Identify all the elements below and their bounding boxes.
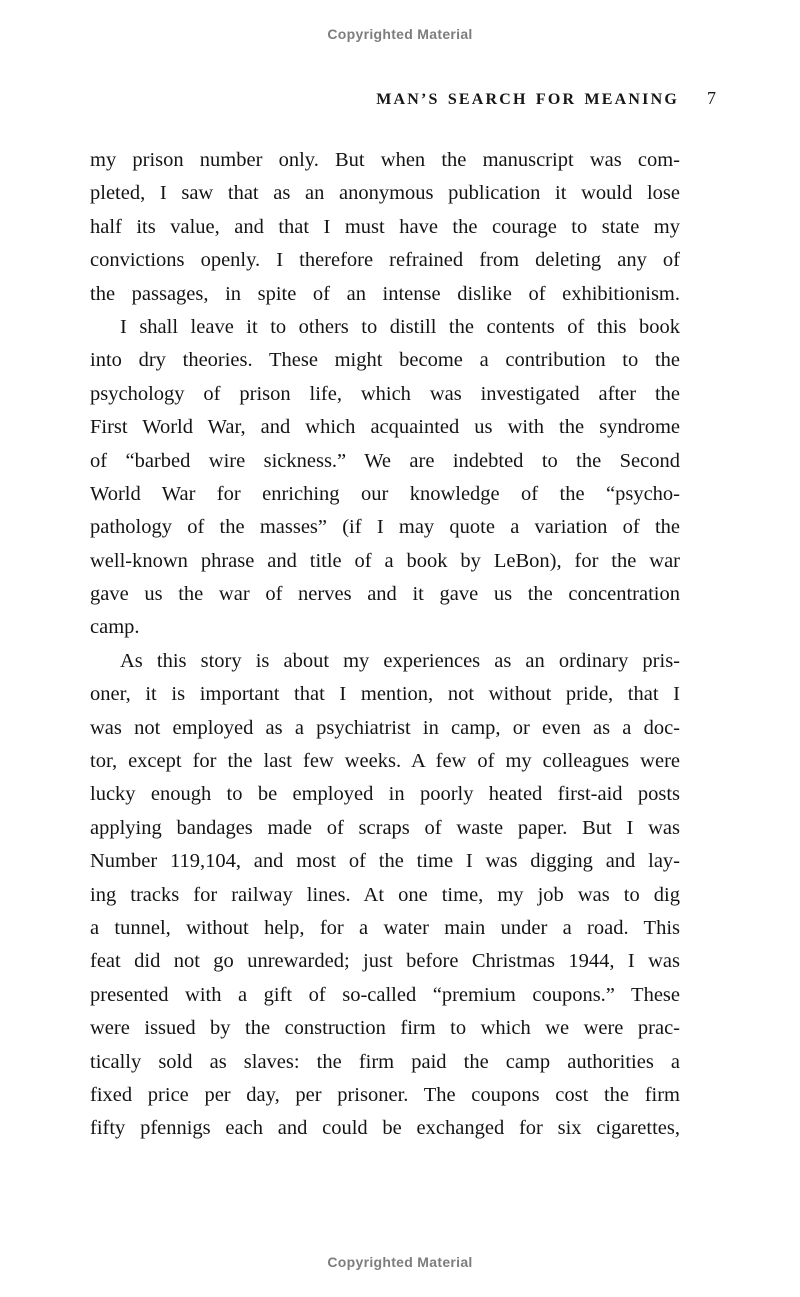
text-line: tically sold as slaves: the firm paid the camp authorities a — [90, 1050, 680, 1073]
text-line: fifty pfennigs each and could be exchanged for six cigarettes, — [90, 1117, 680, 1140]
text-line: convictions openly. I therefore refrained from deleting any of — [90, 249, 680, 272]
running-title: MAN’S SEARCH FOR MEANING — [376, 91, 679, 108]
text-line: were issued by the construction firm to which we were prac- — [90, 1017, 680, 1040]
text-line: ing tracks for railway lines. At one time, my job was to dig — [90, 883, 680, 906]
text-line: oner, it is important that I mention, not without pride, that I — [90, 683, 680, 706]
text-line: my prison number only. But when the manuscript was com- — [90, 149, 680, 171]
paragraph — [90, 645, 680, 1146]
text-line: was not employed as a psychiatrist in camp, or even as a doc- — [90, 716, 680, 739]
page-number: 7 — [707, 88, 716, 108]
text-line: pleted, I saw that as an anonymous publication it would lose — [90, 182, 680, 205]
text-line: psychology of prison life, which was investigated after the — [90, 382, 680, 405]
text-line: First World War, and which acquainted us with the syndrome — [90, 416, 680, 439]
text-line: a tunnel, without help, for a water main under a road. This — [90, 916, 680, 939]
text-line: pathology of the masses” (if I may quote a variation of the — [90, 516, 680, 539]
text-line: I shall leave it to others to distill the contents of this book — [120, 315, 680, 338]
text-line: Number 119,104, and most of the time I was digging and lay- — [90, 850, 680, 873]
text-line: into dry theories. These might become a contribution to the — [90, 349, 680, 372]
body-text — [90, 144, 680, 1146]
running-header — [376, 88, 716, 109]
text-line: presented with a gift of so-called “premium coupons.” These — [90, 983, 680, 1006]
text-line: tor, except for the last few weeks. A few of my colleagues were — [90, 750, 680, 773]
text-line: well-known phrase and title of a book by LeBon), for the war — [90, 549, 680, 572]
text-line: As this story is about my experiences as an ordinary pris- — [120, 649, 680, 672]
text-line: of “barbed wire sickness.” We are indebted to the Second — [90, 449, 680, 472]
text-line: applying bandages made of scraps of waste paper. But I was — [90, 816, 680, 839]
text-line: half its value, and that I must have the courage to state my — [90, 215, 680, 238]
text-line: World War for enriching our knowledge of the “psycho- — [90, 482, 680, 505]
text-line: lucky enough to be employed in poorly heated first-aid posts — [90, 783, 680, 806]
copyright-notice-top: Copyrighted Material — [327, 26, 473, 42]
paragraph — [90, 144, 680, 311]
text-line: the passages, in spite of an intense dislike of exhibitionism. — [90, 282, 680, 305]
text-line: feat did not go unrewarded; just before Christmas 1944, I was — [90, 950, 680, 973]
text-line: camp. — [90, 616, 140, 639]
text-line: gave us the war of nerves and it gave us the concentration — [90, 583, 680, 606]
copyright-notice-bottom: Copyrighted Material — [327, 1254, 473, 1270]
text-line: fixed price per day, per prisoner. The coupons cost the firm — [90, 1083, 680, 1106]
paragraph — [90, 311, 680, 645]
